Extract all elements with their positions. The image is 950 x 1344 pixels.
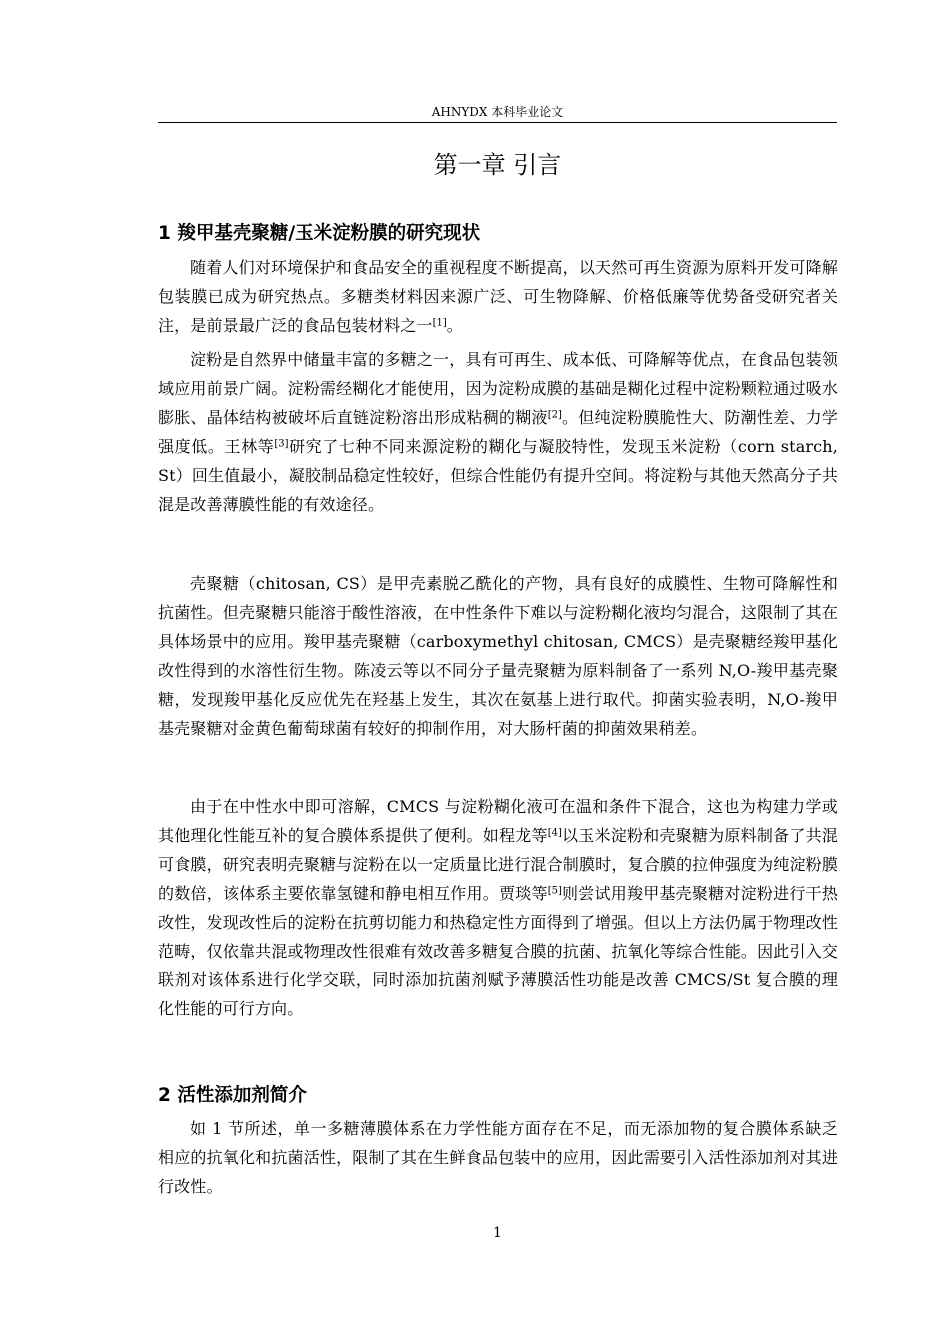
paragraph-text: 由于在中性水中即可溶解，CMCS 与淀粉糊化液可在温和条件下混合，这也为构建力学或其他理化性能互补的复合膜体系提供了便利。如程龙等	[158, 797, 838, 845]
paragraph-5: 如 1 节所述，单一多糖薄膜体系在力学性能方面存在不足，而无添加物的复合膜体系缺乏相应的抗氧化和抗菌活性，限制了其在生鲜食品包装中的应用，因此需要引入活性添加剂对其进行改性。	[158, 1119, 838, 1196]
paragraph-text: 研究了七种不同来源淀粉的糊化与凝胶特性，发现玉米淀粉（corn starch, St）回生值最小，凝胶制品稳定性较好，但综合性能仍有提升空间。将淀粉与其他天然高分子共混是改善薄膜性能的有效途径。	[158, 436, 838, 514]
paragraph-text: 淀粉是自然界中储量丰富的多糖之一，具有可再生、成本低、可降解等优点，在食品包装领域应用前景广阔。淀粉需经糊化才能使用，因为淀粉成膜的基础是糊化过程中淀粉颗粒通过吸水膨胀、晶体结构被破坏后直链淀粉溶出形成粘稠的糊液	[158, 350, 838, 427]
citation-ref[interactable]: [4]	[547, 827, 562, 839]
paragraph-text: 则尝试用羧甲基壳聚糖对淀粉进行干热改性，发现改性后的淀粉在抗剪切能力和热稳定性方面得到了增强。但以上方法仍属于物理改性范畴，仅依靠共混或物理改性很难有效改善多糖复合膜的抗菌、抗氧化等综合性能。因此引入交联剂对该体系进行化学交联，同时添加抗菌剂赋予薄膜活性功能是改善 CMCS/St 复合膜的理化性能的可行方向。	[158, 883, 838, 1019]
paragraph-2	[158, 346, 838, 519]
paragraph-3: 壳聚糖（chitosan, CS）是甲壳素脱乙酰化的产物，具有良好的成膜性、生物可降解性和抗菌性。但壳聚糖只能溶于酸性溶液，在中性条件下难以与淀粉糊化液均匀混合，这限制了其在具体场景中的应用。羧甲基壳聚糖（carboxymethyl chitosan, CMCS）是壳聚糖经羧甲基化改性得到的水溶性衍生物。陈凌云等以不同分子量壳聚糖为原料制备了一系列 N,O-羧甲基壳聚糖，发现羧甲基化反应优先在羟基上发生，其次在氨基上进行取代。抑菌实验表明，N,O-羧甲基壳聚糖对金黄色葡萄球菌有较好的抑制作用，对大肠杆菌的抑菌效果稍差。	[158, 574, 838, 738]
section-heading-1: 1 羧甲基壳聚糖/玉米淀粉膜的研究现状	[158, 223, 481, 244]
page-header: AHNYDX 本科毕业论文	[158, 104, 837, 123]
section-heading-2: 2 活性添加剂简介	[158, 1085, 307, 1106]
paragraph-text: 随着人们对环境保护和食品安全的重视程度不断提高，以天然可再生资源为原料开发可降解包装膜已成为研究热点。多糖类材料因来源广泛、可生物降解、价格低廉等优势备受研究者关注，是前景最广泛的食品包装材料之一	[158, 258, 838, 335]
chapter-title: 第一章 引言	[433, 151, 562, 179]
paragraph-1	[158, 254, 838, 341]
paragraph-text: 。但纯淀粉膜脆性大、防潮性差、力学强度低。王林等	[158, 407, 838, 456]
paragraph-text: 。	[446, 315, 463, 335]
paragraph-text: 以玉米淀粉和壳聚糖为原料制备了共混可食膜，研究表明壳聚糖与淀粉在以一定质量比进行混合制膜时，复合膜的拉伸强度为纯淀粉膜的数倍，该体系主要依靠氢键和静电相互作用。贾琰等	[158, 825, 838, 903]
citation-ref[interactable]: [5]	[547, 885, 562, 897]
citation-ref[interactable]: [1]	[432, 317, 447, 329]
page-number: 1	[493, 1225, 502, 1241]
citation-ref[interactable]: [2]	[547, 409, 562, 421]
paragraph-4	[158, 793, 838, 1024]
citation-ref[interactable]: [3]	[274, 438, 289, 450]
